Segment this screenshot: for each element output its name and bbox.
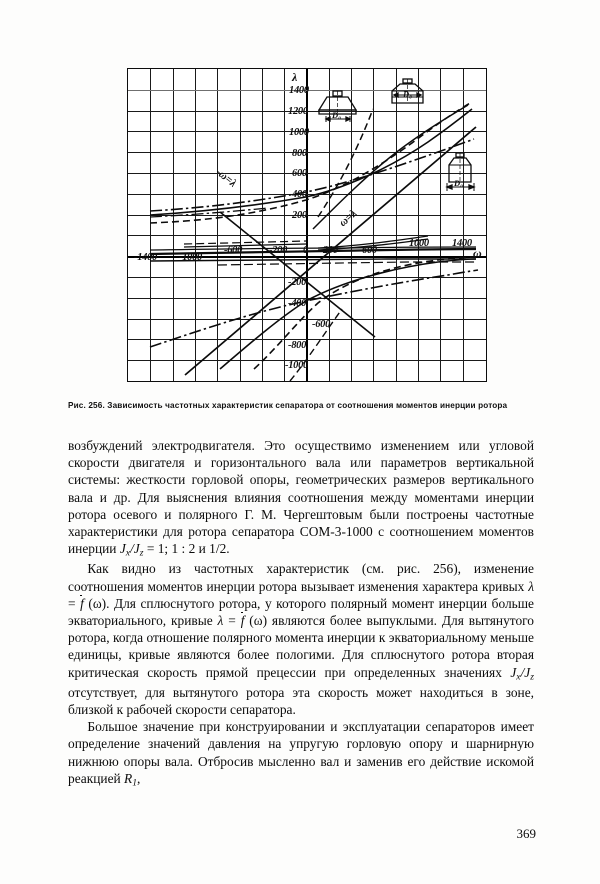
y-tick-1400: 1400 — [289, 85, 309, 96]
page-number: 369 — [516, 826, 536, 841]
drum-rotor-icon — [383, 78, 433, 112]
x-axis-name: ω — [473, 246, 482, 260]
x-tick-neg600: -600 — [224, 245, 243, 256]
x-tick-1000: 1000 — [409, 238, 429, 249]
figure-256 — [0, 0, 600, 410]
x-tick-1400: 1400 — [452, 238, 472, 249]
y-tick-neg1000: -1000 — [285, 360, 308, 371]
paragraph-1 — [68, 437, 534, 560]
figure-caption — [68, 400, 538, 412]
lambda-symbol-1: λ — [528, 578, 534, 594]
figure-caption-line2: инерции ротора — [439, 401, 508, 410]
diagonal-label-positive-omega: ω=λ — [337, 207, 360, 230]
f-function-1: f — [80, 595, 84, 611]
paragraph-3 — [68, 718, 534, 790]
x-tick-600: 600 — [362, 245, 377, 256]
elongated-rotor-icon — [443, 152, 489, 194]
paragraph-3-text: Большое значение при конструировании и эксплуатации сепараторов имеет определение значений давления на упругую горловую опору и шарнирную нижнюю опоры вала. Отбросив мысленно вал и заменив его действие искомой реакцией — [68, 719, 534, 786]
y-tick-800: 800 — [292, 148, 307, 159]
paragraph-1-text: возбуждений электродвигателя. Это осуществимо изменением или угловой скорости двигателя и горизонтального вала или параметров вертикальной системы: жесткости горловой опоры, геометрических размеров вертикального вала и др. Для выяснения влияния соотношения между моментами инерции ротора осевого и полярного Г. М. Чергештовым были построены частотные характеристики для ротора сепаратора СОМ-3-1000 с соотношением моментов инерции — [68, 438, 534, 557]
inertia-ratio-formula-1: $J_x/J_z = 1$; 1 : 2 и 1/2. — [119, 541, 230, 559]
drum-rotor-dimension-label: D₀ — [403, 89, 413, 99]
x-tick-neg1400: -1400 — [134, 252, 157, 263]
x-tick-0: 0 — [303, 245, 308, 256]
y-tick-600: 600 — [292, 168, 307, 179]
y-tick-neg800: -800 — [288, 340, 307, 351]
y-tick-neg200: -200 — [288, 277, 307, 288]
body-text — [68, 437, 534, 790]
y-tick-neg600: -600 — [312, 319, 331, 330]
inertia-ratio-formula-2: $J_x/J_z$ — [510, 664, 534, 683]
y-tick-400: 400 — [292, 189, 307, 200]
y-tick-1000: 1000 — [289, 127, 309, 138]
f-function-2: f — [240, 613, 245, 629]
lambda-symbol-2: λ — [217, 613, 224, 629]
x-tick-neg1000: -1000 — [179, 252, 202, 263]
y-tick-neg400: -400 — [288, 298, 307, 309]
elongated-rotor-dimension-label: D₀ — [454, 178, 464, 188]
y-tick-200: 200 — [292, 210, 307, 221]
figure-caption-line1: Рис. 256. Зависимость частотных характеристик сепаратора от соотношения моментов — [68, 401, 438, 410]
flattened-rotor-dimension-label: D₀ — [332, 110, 342, 120]
y-axis-name: λ — [292, 70, 298, 84]
reaction-symbol: $R_1$, — [124, 770, 141, 789]
paragraph-2-text-a: Как видно из частотных характеристик (см. рис. 256), изменение соотношения моментов инерции ротора вызывает изменения характера кривых — [68, 561, 534, 594]
diagonal-label-negative-omega: -ω=λ — [213, 166, 239, 190]
paragraph-2: Как видно из частотных характеристик (см. рис. 256), изменение соотношения моментов инерции ротора вызывает изменения характера кривых λ = f (ω). Для сплюснутого ротора, у которого полярный момент инерции больше экваториального, кривые λ = f (ω) являются более выпуклыми. Для вытянутого ротора, когда отношение полярного момента инерции к экваториальному меньше единицы, кривые являются более пологими. Для сплюснутого ротора вторая критическая скорость прямой прецессии при определенных значениях $J_x/J_z$ отсутствует, для вытянутого ротора эта скорость может находиться в зоне, близкой к рабочей скорости сепаратора. — [68, 561, 535, 717]
y-tick-1200: 1200 — [288, 106, 308, 117]
flattened-rotor-icon — [310, 90, 366, 124]
x-tick-neg200: -200 — [269, 245, 288, 256]
x-tick-200: 200 — [323, 245, 338, 256]
